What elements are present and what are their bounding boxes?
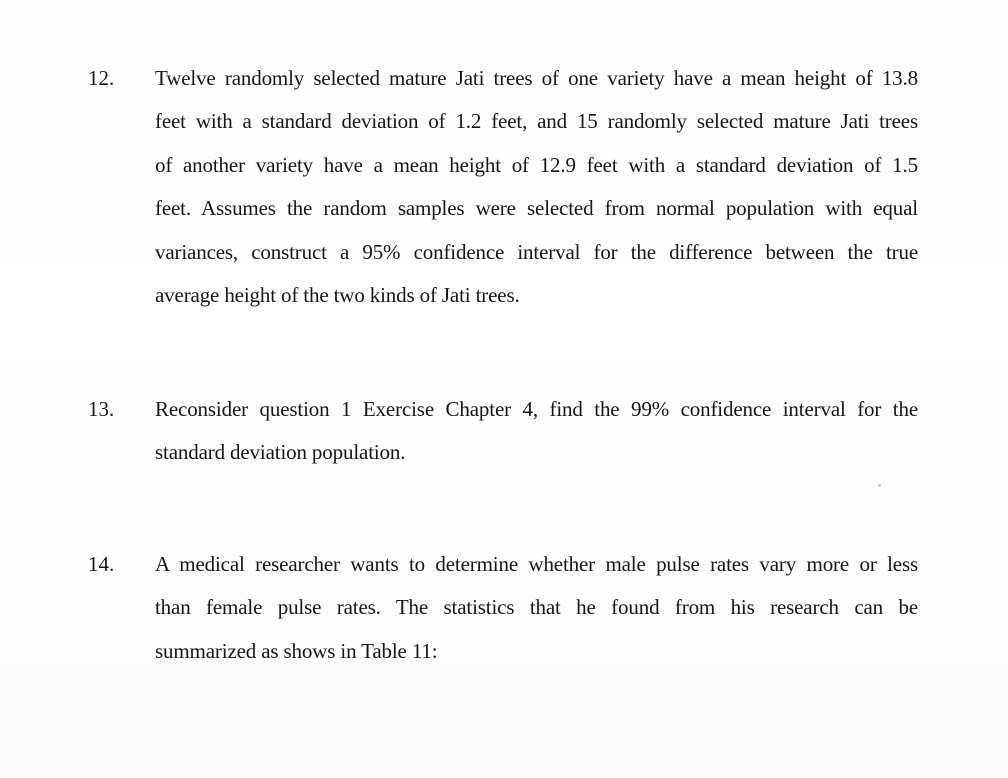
question-text — [155, 57, 918, 317]
text-line: average height of the two kinds of Jati trees. — [155, 283, 520, 308]
question-number: 13. — [88, 397, 115, 421]
text-line: summarized as shows in Table 11: — [155, 638, 438, 663]
text-line: feet. Assumes the random samples were selected from normal population with equal — [155, 196, 918, 221]
scan-speck — [878, 484, 881, 487]
text-line: of another variety have a mean height of 12.9 feet with a standard deviation of 1.5 — [155, 152, 918, 177]
text-line: than female pulse rates. The statistics that he found from his research can be — [155, 595, 918, 620]
text-line: feet with a standard deviation of 1.2 feet, and 15 randomly selected mature Jati trees — [155, 109, 918, 134]
text-line: standard deviation population. — [155, 440, 406, 465]
text-line: A medical researcher wants to determine whether male pulse rates vary more or less — [155, 552, 918, 576]
question-number: 14. — [88, 552, 115, 576]
question-text — [155, 543, 918, 673]
text-line: Reconsider question 1 Exercise Chapter 4, find the 99% confidence interval for the — [155, 397, 918, 421]
text-line: Twelve randomly selected mature Jati trees of one variety have a mean height of 13.8 — [155, 66, 918, 90]
question-text — [155, 388, 918, 475]
text-line: variances, construct a 95% confidence interval for the difference between the true — [155, 239, 918, 264]
question-number: 12. — [88, 66, 115, 90]
